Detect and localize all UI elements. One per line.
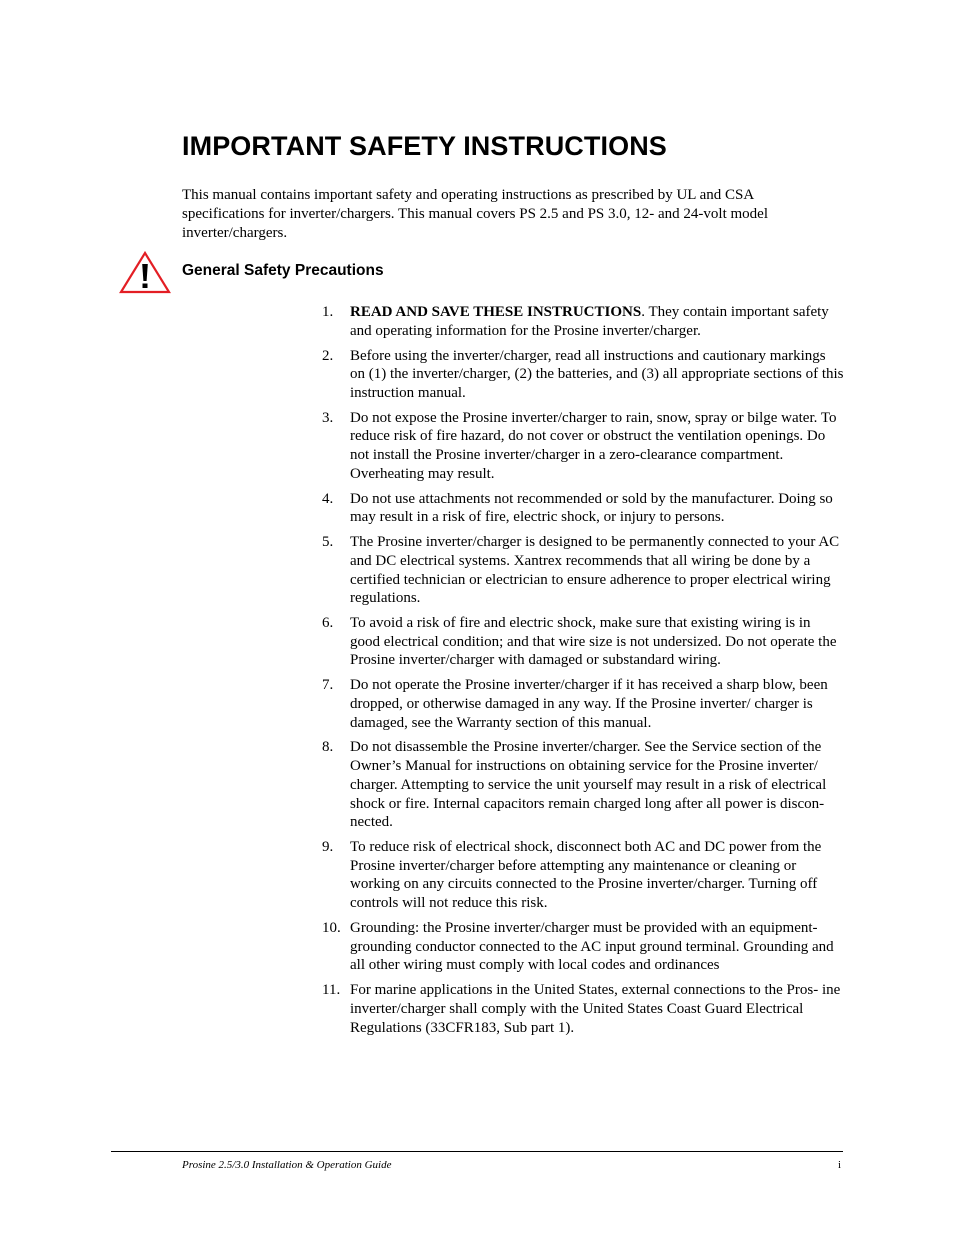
list-item-emphasis: READ AND SAVE THESE INSTRUCTIONS (350, 304, 642, 320)
list-item-text: To reduce risk of electrical shock, disconnect both AC and DC power from the Prosine inverter/charger before attempting any maintenance or cleaning or working on any circuits connected to the Prosine inverter/charger. Turning off controls will not reduce this risk. (350, 839, 822, 912)
list-item (322, 303, 844, 340)
list-item (322, 409, 844, 484)
list-item-text: To avoid a risk of fire and electric shock, make sure that existing wiring is in good electrical condition; and that wire size is not undersized. Do not operate the Prosine inverter/charger with damaged or substandard wiring. (350, 615, 837, 669)
list-item-text: Do not disassemble the Prosine inverter/charger. See the Service section of the Owner’s Manual for instructions on obtaining service for the Prosine inverter/ charger. Attempting to service the unit yourself may result in a risk of electrical shock or fire. Internal capacitors remain charged long after all power is discon- nected. (350, 739, 827, 831)
list-item-number: 9. (322, 839, 334, 856)
list-item-text: Before using the inverter/charger, read all instructions and cautionary markings on (1) the inverter/charger, (2) the batteries, and (3) all appropriate sections of this instruction manual. (350, 347, 844, 401)
list-item-number: 2. (322, 347, 334, 364)
list-item-text: . They contain important safety and operating information for the Prosine inverter/charger. (350, 304, 829, 339)
safety-precautions-list (322, 303, 844, 1043)
list-item (322, 738, 844, 832)
list-item-number: 11. (322, 982, 341, 999)
list-item-number: 10. (322, 919, 341, 936)
list-item (322, 347, 844, 403)
warning-triangle-icon (119, 251, 171, 294)
list-item-text: Do not expose the Prosine inverter/charger to rain, snow, spray or bilge water. To reduce risk of fire hazard, do not cover or obstruct the ventilation openings. Do not install the Prosine inverter/charger in a zero-clearance compartment. Overheating may result. (350, 409, 837, 482)
list-item (322, 676, 844, 732)
intro-paragraph: This manual contains important safety and operating instructions as prescribed by UL and CSA specifications for inverter/chargers. This manual covers PS 2.5 and PS 3.0, 12- and 24-volt model inverter/chargers. (182, 187, 768, 241)
list-item (322, 490, 844, 527)
list-item-number: 1. (322, 304, 334, 320)
footer-page-number: i (838, 1159, 842, 1171)
list-item-number: 8. (322, 739, 334, 756)
list-item-number: 5. (322, 534, 334, 551)
list-item-text: For marine applications in the United States, external connections to the Pros- ine inverter/charger shall comply with the United States Coast Guard Electrical Regulations (33CFR183, Sub part 1). (350, 982, 841, 1036)
footer-divider (111, 1151, 843, 1152)
list-item (322, 614, 844, 670)
list-item-text: Do not use attachments not recommended or sold by the manufacturer. Doing so may result in a risk of fire, electric shock, or injury to persons. (350, 490, 833, 526)
list-item (322, 919, 844, 975)
list-item (322, 981, 844, 1037)
section-title: General Safety Precautions (182, 262, 384, 279)
list-item-text: Do not operate the Prosine inverter/charger if it has received a sharp blow, been dropped, or otherwise damaged in any way. If the Prosine inverter/ charger is damaged, see the Warranty section of this manual. (350, 677, 828, 731)
list-item (322, 533, 844, 608)
list-item-text: The Prosine inverter/charger is designed to be permanently connected to your AC and DC electrical systems. Xantrex recommends that all wiring be done by a certified technician or electrician to ensure adherence to proper electrical wiring regulations. (350, 534, 840, 607)
list-item-number: 6. (322, 615, 334, 632)
list-item-text: Grounding: the Prosine inverter/charger must be provided with an equipment- grounding conductor connected to the AC input ground terminal. Grounding and all other wiring must comply with local codes and ordinances (350, 919, 834, 974)
list-item-number: 4. (322, 490, 334, 507)
list-item-number: 3. (322, 409, 334, 426)
list-item-number: 7. (322, 677, 334, 694)
footer-document-title: Prosine 2.5/3.0 Installation & Operation Guide (182, 1159, 392, 1171)
page-title: IMPORTANT SAFETY INSTRUCTIONS (182, 131, 667, 161)
list-item (322, 838, 844, 913)
